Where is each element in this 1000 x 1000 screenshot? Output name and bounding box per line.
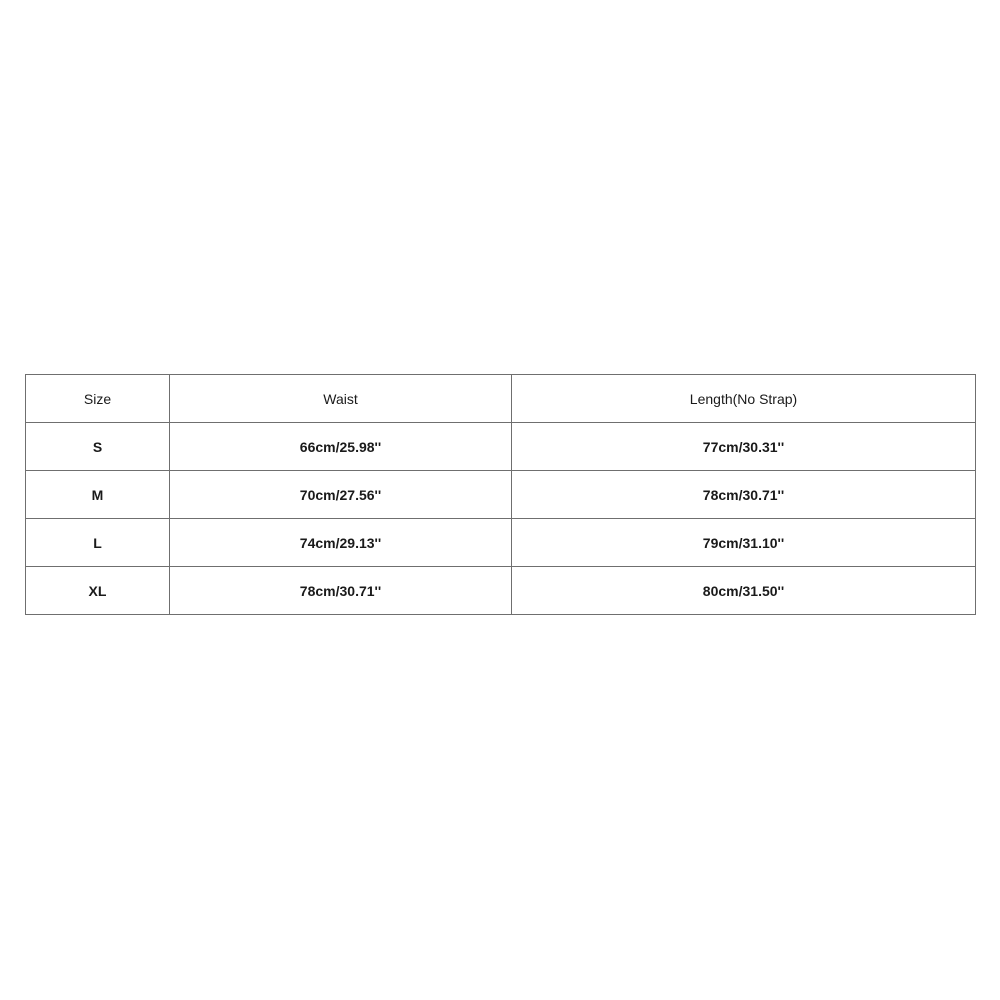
header-waist: Waist [170,375,512,423]
header-length: Length(No Strap) [512,375,976,423]
cell-length: 78cm/30.71'' [512,471,976,519]
cell-length: 79cm/31.10'' [512,519,976,567]
size-chart-table [25,374,976,615]
table-row [26,423,976,471]
cell-waist: 78cm/30.71'' [170,567,512,615]
cell-size: M [26,471,170,519]
table-row [26,567,976,615]
cell-waist: 74cm/29.13'' [170,519,512,567]
cell-size: S [26,423,170,471]
header-size: Size [26,375,170,423]
cell-length: 77cm/30.31'' [512,423,976,471]
table-row [26,471,976,519]
cell-size: XL [26,567,170,615]
table-header-row [26,375,976,423]
table-row [26,519,976,567]
cell-length: 80cm/31.50'' [512,567,976,615]
cell-waist: 66cm/25.98'' [170,423,512,471]
cell-waist: 70cm/27.56'' [170,471,512,519]
cell-size: L [26,519,170,567]
